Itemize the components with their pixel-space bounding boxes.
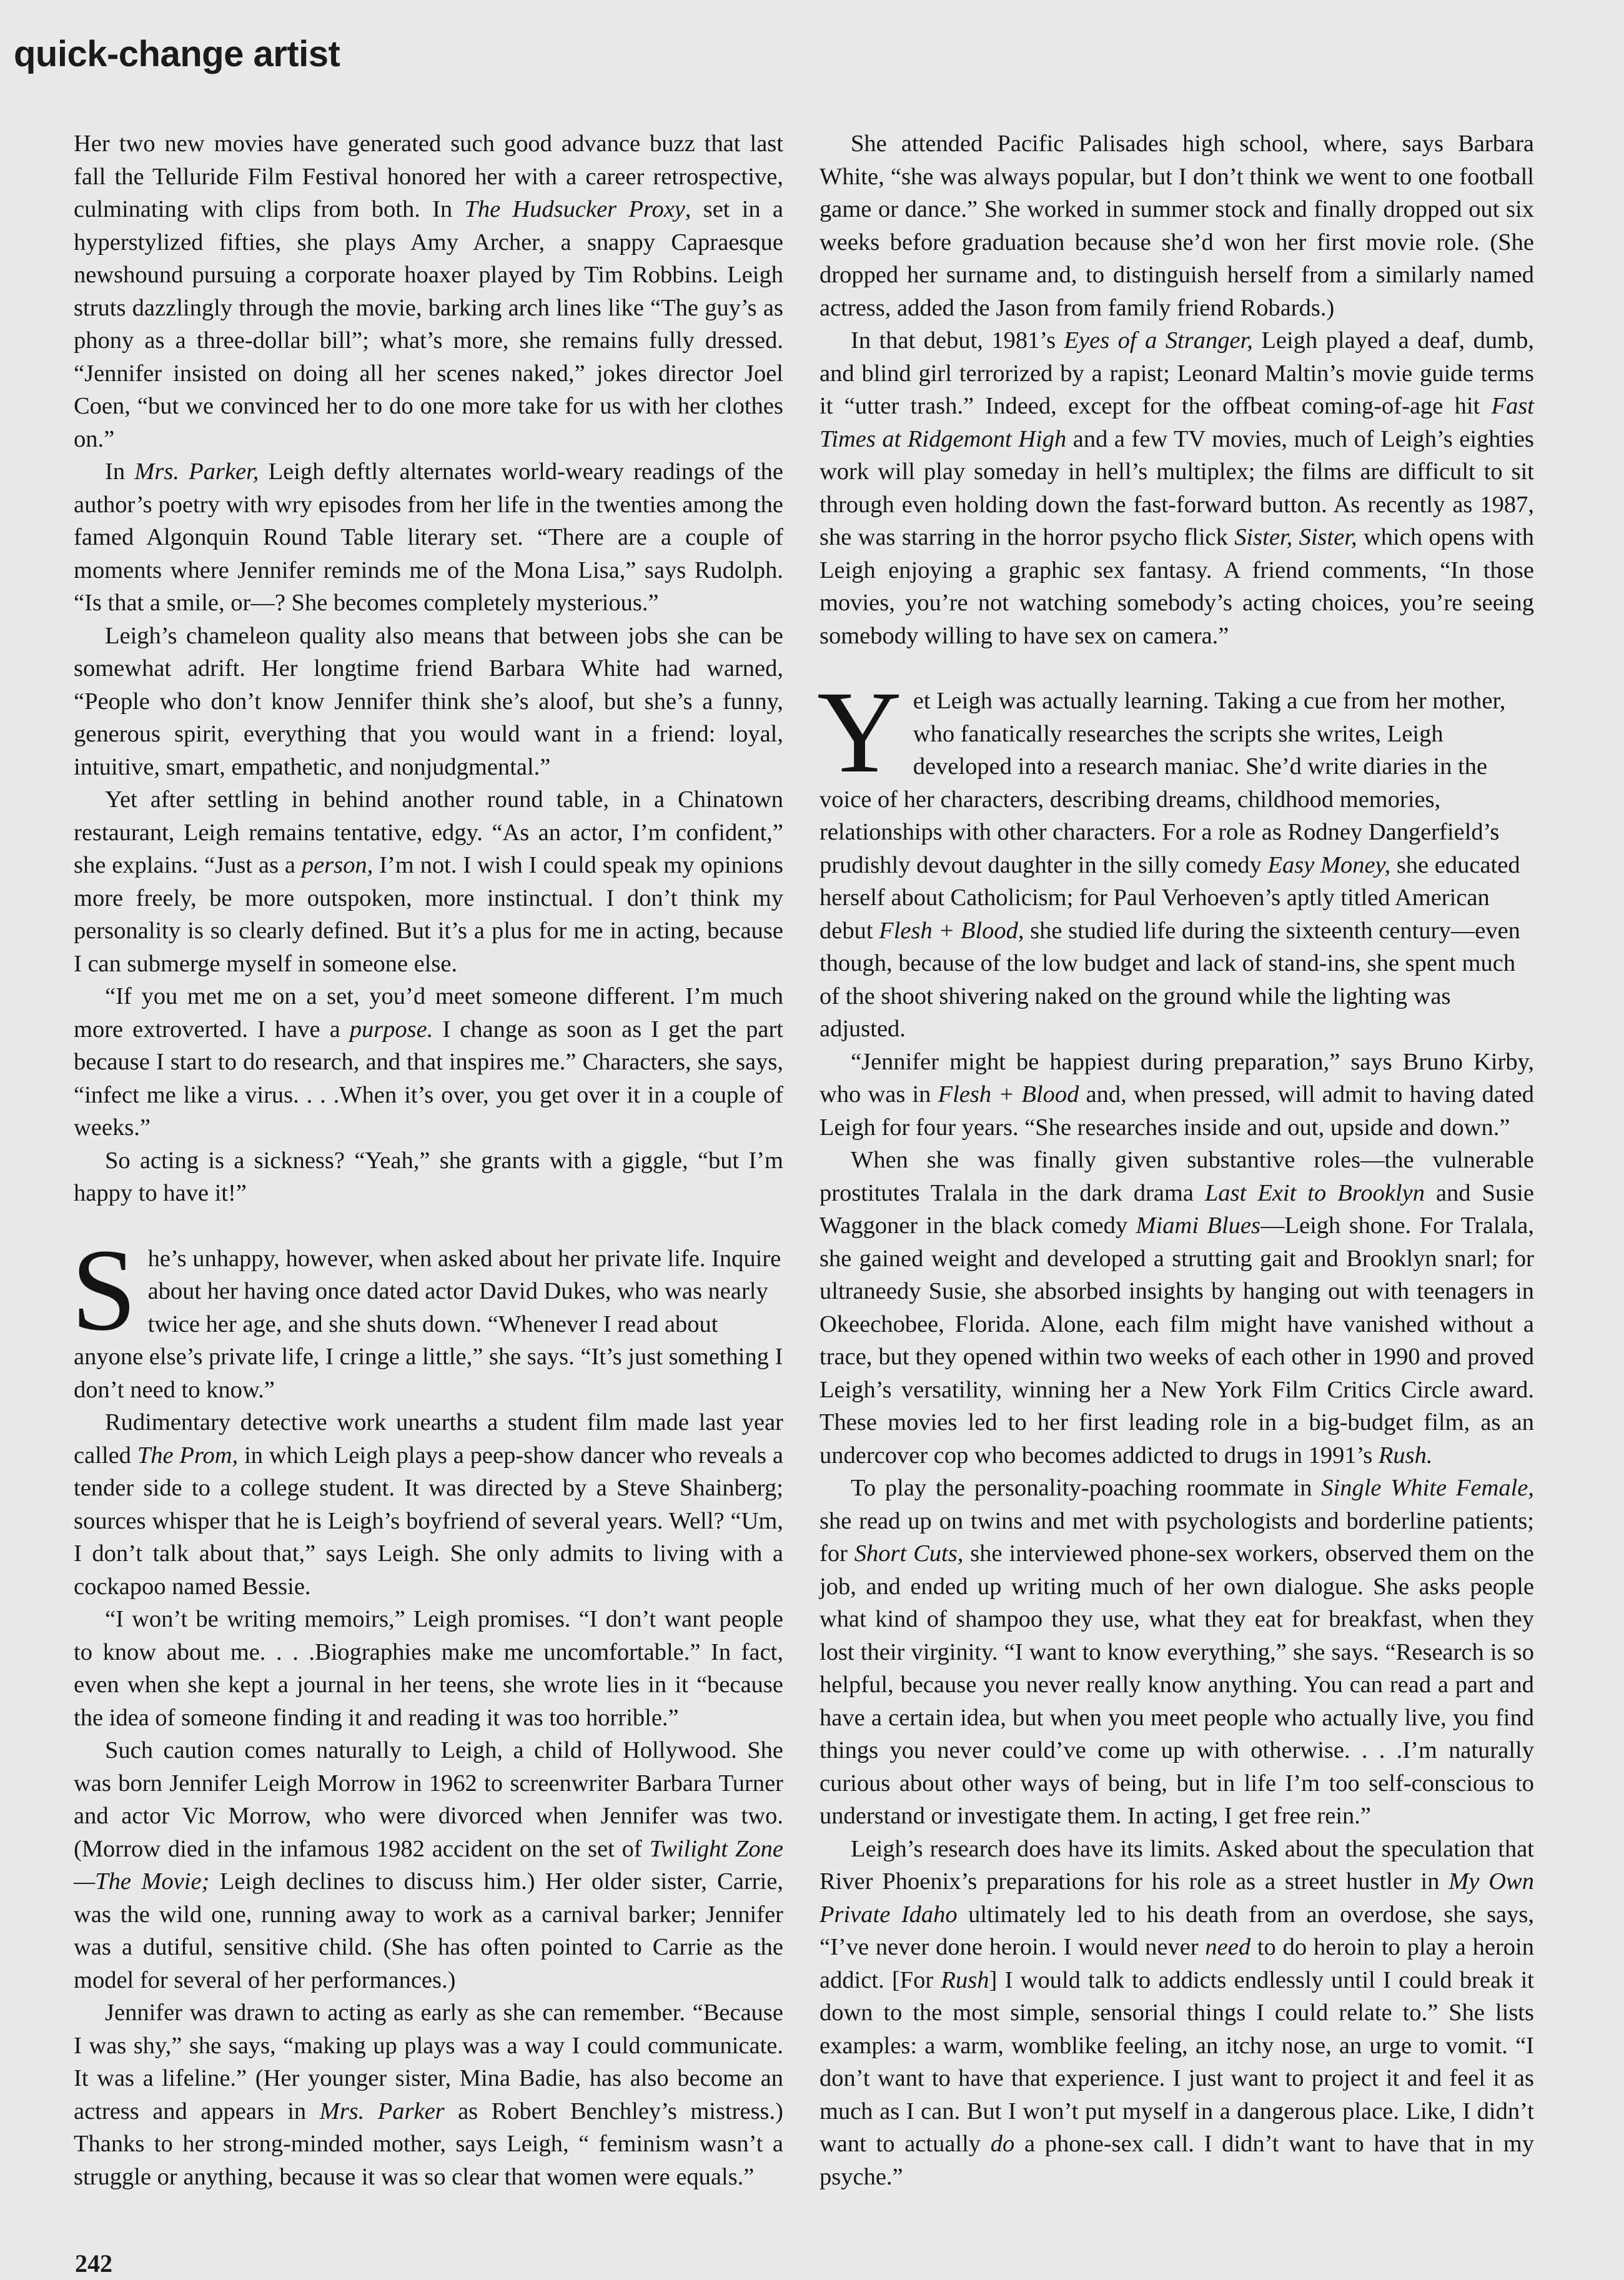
article-column-left [71,127,784,2193]
drop-cap: Y [817,667,902,797]
paragraph: So acting is a sickness? “Yeah,” she grants with a giggle, “but I’m happy to have it!” [74,1147,783,1206]
paragraph: Leigh’s chameleon quality also means that between jobs she can be somewhat adrift. Her longtime friend Barbara White had warned, “People who don’t know Jennifer think she’s aloof, but she’s a funny, generous spirit, everything that you would want in a friend: loyal, intuitive, smart, empathetic, and nonjudgmental.” [74,622,783,780]
section-break-paragraph: She’s unhappy, however, when asked about her private life. Inquire about her having once dated actor David Dukes, who was nearly twice her age, and she shuts down. “Whenever I read about anyone else’s private life, I cringe a little,” she says. “It’s just something I don’t need to know.” [71,1224,783,1403]
paragraph: Rudimentary detective work unearths a student film made last year called The Prom, in which Leigh plays a peep-show dancer who reveals a tender side to a college student. It was directed by a Steve Shainberg; sources whisper that he is Leigh’s boyfriend of several years. Well? “Um, I don’t talk about that,” says Leigh. She only admits to living with a cockapoo named Bessie. [74,1409,783,1600]
paragraph: Jennifer was drawn to acting as early as she can remember. “Because I was shy,” she says, “making up plays was a way I could communicate. It was a lifeline.” (Her younger sister, Mina Badie, has also become an actress and appears in Mrs. Parker as Robert Benchley’s mistress.) Thanks to her strong-minded mother, says Leigh, “ feminism wasn’t a struggle or anything, because it was so clear that women were equals.” [74,2000,783,2190]
paragraph: “I won’t be writing memoirs,” Leigh promises. “I don’t want people to know about me. . . .Biographies make me uncomfortable.” In fact, even when she kept a journal in her teens, she wrote lies in it “because the idea of someone finding it and reading it was too horrible.” [74,1606,783,1731]
paragraph: Her two new movies have generated such good advance buzz that last fall the Telluride Film Festival honored her with a career retrospective, culminating with clips from both. In The Hudsucker Proxy, set in a hyperstylized fifties, she plays Amy Archer, a snappy Capraesque newshound pursuing a corporate hoaxer played by Tim Robbins. Leigh struts dazzlingly through the movie, barking arch lines like “The guy’s as phony as a three-dollar bill”; what’s more, she remains fully dressed. “Jennifer insisted on doing all her scenes naked,” jokes director Joel Coen, “but we convinced her to do one more take for us with her clothes on.” [74,131,783,452]
section-title: quick-change artist [14,34,340,74]
paragraph: In Mrs. Parker, Leigh deftly alternates world-weary readings of the author’s poetry with wry episodes from her life in the twenties among the famed Algonquin Round Table literary set. “There are a couple of moments where Jennifer reminds me of the Mona Lisa,” says Rudolph. “Is that a smile, or—? She becomes completely mysterious.” [74,458,784,616]
paragraph: To play the personality-poaching roommate in Single White Female, she read up on twins and met with psychologists and borderline patients; for Short Cuts, she interviewed phone-sex workers, observed them on the job, and ended up writing much of her own dialogue. She asks people what kind of shampoo they use, what they eat for breakfast, when they lost their virginity. “I want to know everything,” she says. “Research is so helpful, because you never really know anything. You can read a part and have a certain idea, but when you meet people who actually live, you find things you never could’ve come up with otherwise. . . .I’m naturally curious about other ways of being, but in life I’m too self-conscious to understand or investigate them. In acting, I get free rein.” [819,1475,1534,1829]
article-column-right [819,127,1534,2193]
paragraph: Yet after settling in behind another round table, in a Chinatown restaurant, Leigh remains tentative, edgy. “As an actor, I’m confident,” she explains. “Just as a person, I’m not. I wish I could speak my opinions more freely, be more outspoken, more instinctual. I don’t think my personality is so clearly defined. But it’s a plus for me in acting, because I can submerge myself in someone else. [74,786,783,977]
paragraph: “Jennifer might be happiest during preparation,” says Bruno Kirby, who was in Flesh + Blood and, when pressed, will admit to having dated Leigh for four years. “She researches inside and out, upside and down.” [819,1048,1534,1141]
paragraph: In that debut, 1981’s Eyes of a Stranger, Leigh played a deaf, dumb, and blind girl terrorized by a rapist; Leonard Maltin’s movie guide terms it “utter trash.” Indeed, except for the offbeat coming-of-age hit Fast Times at Ridgemont High and a few TV movies, much of Leigh’s eighties work will play someday in hell’s multiplex; the films are difficult to sit through even holding down the fast-forward button. As recently as 1987, she was starring in the horror psycho flick Sister, Sister, which opens with Leigh enjoying a graphic sex fantasy. A friend comments, “In those movies, you’re not watching somebody’s acting choices, you’re seeing somebody willing to have sex on camera.” [819,327,1535,649]
paragraph: Such caution comes naturally to Leigh, a child of Hollywood. She was born Jennifer Leigh Morrow in 1962 to screenwriter Barbara Turner and actor Vic Morrow, who were divorced when Jennifer was two. (Morrow died in the infamous 1982 accident on the set of Twilight Zone—The Movie; Leigh declines to discuss him.) Her older sister, Carrie, was the wild one, running away to work as a carnival barker; Jennifer was a dutiful, sensitive child. (She has often pointed to Carrie as the model for several of her performances.) [74,1737,783,1993]
page-number: 242 [75,2249,112,2278]
drop-cap: S [71,1224,137,1355]
paragraph: “If you met me on a set, you’d meet someone different. I’m much more extroverted. I have a purpose. I change as soon as I get the part because I start to do research, and that inspires me.” Characters, she says, “infect me like a virus. . . .When it’s over, you get over it in a couple of weeks.” [74,983,783,1141]
paragraph: When she was finally given substantive roles—the vulnerable prostitutes Tralala in the dark drama Last Exit to Brooklyn and Susie Waggoner in the black comedy Miami Blues—Leigh shone. For Tralala, she gained weight and developed a strutting gait and Brooklyn snarl; for ultraneedy Susie, she absorbed insights by hanging out with teenagers in Okeechobee, Florida. Alone, each film might have vanished without a trace, but they opened within two weeks of each other in 1990 and proved Leigh’s versatility, winning her a New York Film Critics Circle award. These movies led to her first leading role in a big-budget film, as an undercover cop who becomes addicted to drugs in 1991’s Rush. [819,1147,1534,1469]
section-break-paragraph: Yet Leigh was actually learning. Taking a cue from her mother, who fanatically researches the scripts she writes, Leigh developed into a research maniac. She’d write diaries in the voice of her characters, describing dreams, childhood memories, relationships with other characters. For a role as Rodney Dangerfield’s prudishly devout daughter in the silly comedy Easy Money, she educated herself about Catholicism; for Paul Verhoeven’s aptly titled American debut Flesh + Blood, she studied life during the sixteenth century—even though, because of the low budget and lack of stand-ins, she spent much of the shoot shivering naked on the ground while the lighting was adjusted. [817,667,1520,1042]
paragraph: She attended Pacific Palisades high school, where, says Barbara White, “she was always popular, but I don’t think we went to one football game or dance.” She worked in summer stock and finally dropped out six weeks before graduation because she’d won her first movie role. (She dropped her surname and, to distinguish herself from a similarly named actress, added the Jason from family friend Robards.) [819,131,1534,321]
paragraph: Leigh’s research does have its limits. Asked about the speculation that River Phoenix’s preparations for his role as a street hustler in My Own Private Idaho ultimately led to his death from an overdose, she says, “I’ve never done heroin. I would never need to do heroin to play a heroin addict. [For Rush] I would talk to addicts endlessly until I could break it down to the most simple, sensorial things I could relate to.” She lists examples: a warm, womblike feeling, an itchy nose, an urge to vomit. “I don’t want to have that experience. I just want to project it and feel it as much as I can. But I won’t put myself in a dangerous place. Like, I didn’t want to actually do a phone-sex call. I didn’t want to have that in my psyche.” [819,1835,1535,2190]
